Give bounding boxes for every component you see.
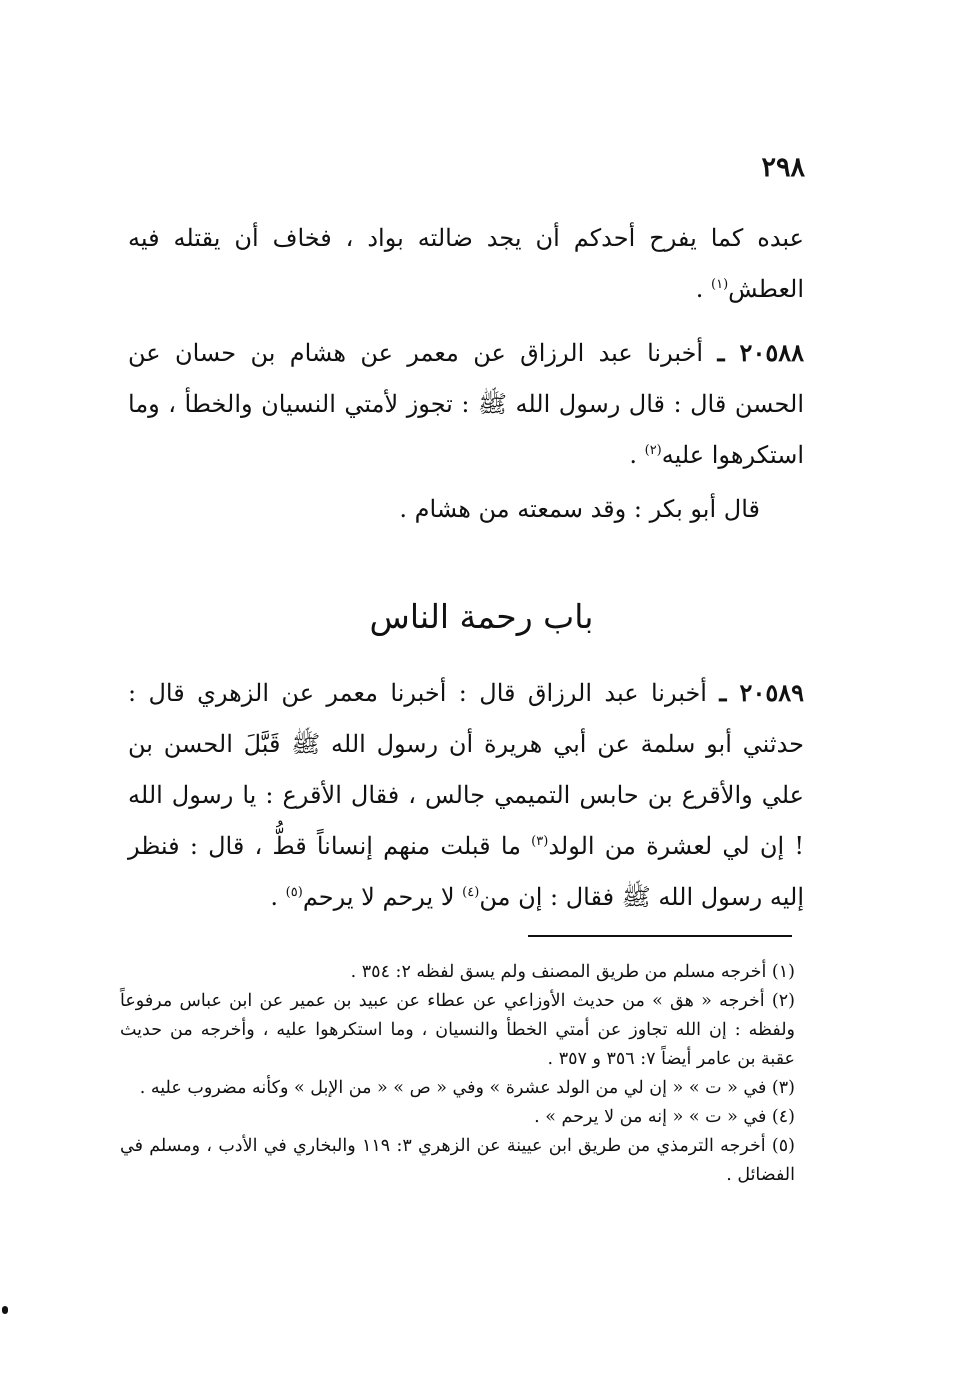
hadith-text: أخبرنا عبد الرزاق عن معمر عن هشام بن حسان عن الحسن قال : قال رسول الله ﷺ : تجوز لأمتي النسيان والخطأ ، وما استكرهوا عليه: [128, 339, 804, 469]
footnote-ref-3: (٣): [531, 834, 549, 849]
footnote-ref-4: (٤): [462, 885, 480, 900]
scan-mark: [2, 1306, 8, 1314]
hadith-text: أخبرنا عبد الرزاق قال : أخبرنا معمر عن الزهري قال : حدثني أبو سلمة عن أبي هريرة أن رسول الله ﷺ قَبَّلَ الحسن بن علي والأقرع بن حابس التميمي جالس ، فقال الأقرع : يا رسول الله ! إن لي لعشرة من الولد: [128, 679, 804, 860]
page-number: ٢٩٨: [761, 152, 805, 183]
hadith-20588: [128, 327, 804, 481]
footnote-2: (٢) أخرجه « هق » من حديث الأوزاعي عن عطاء عن عبيد بن عمير عن ابن عباس مرفوعاً ولفظه : إن الله تجاوز عن أمتي الخطأ والنسيان ، وما استكرهوا عليه ، وأخرجه من حديث عقبة بن عامر أيضاً ٧: ٣٥٦ و ٣٥٧ .: [120, 991, 795, 1069]
footnote-ref-1: (١): [711, 277, 729, 292]
footnote-ref-5: (٥): [285, 885, 303, 900]
hadith-text-end: .: [629, 441, 645, 469]
hadith-number: ٢٠٥٨٩ ـ: [719, 678, 804, 707]
continued-paragraph: [128, 213, 804, 315]
footnote-divider: [528, 935, 792, 937]
continued-text: عبده كما يفرح أحدكم أن يجد ضالته بواد ، فخاف أن يقتله فيه العطش: [128, 224, 804, 303]
footnote-3: (٣) في « ت » « إن لي من الولد عشرة » وفي « ص » « من الإبل » وكأنه مضروب عليه .: [139, 1078, 795, 1098]
footnotes: [120, 958, 795, 1190]
chapter-title: باب رحمة الناس: [369, 597, 594, 636]
footnote-5: (٥) أخرجه الترمذي من طريق ابن عيينة عن الزهري ٣: ١١٩ والبخاري في الأدب ، ومسلم في الفضائل .: [120, 1136, 795, 1185]
hadith-number: ٢٠٥٨٨ ـ: [717, 338, 804, 367]
abu-bakr-note: قال أبو بكر : وقد سمعته من هشام .: [399, 495, 760, 523]
footnote-ref-2: (٢): [644, 443, 662, 458]
footnote-4: (٤) في « ت » « إنه من لا يرحم » .: [534, 1107, 795, 1127]
footnote-1: (١) أخرجه مسلم من طريق المصنف ولم يسق لفظه ٢: ٣٥٤ .: [350, 962, 795, 982]
abu-bakr-note-block: [128, 484, 760, 535]
hadith-text-3: لا يرحم لا يرحم: [302, 883, 463, 911]
hadith-text-end: .: [270, 883, 286, 911]
hadith-20589: [128, 667, 804, 923]
hadith-text-2: ما قبلت منهم إنساناً قطُّ ، قال : فنظر إليه رسول الله ﷺ فقال : إن من: [128, 832, 804, 911]
continued-end: .: [695, 275, 712, 303]
